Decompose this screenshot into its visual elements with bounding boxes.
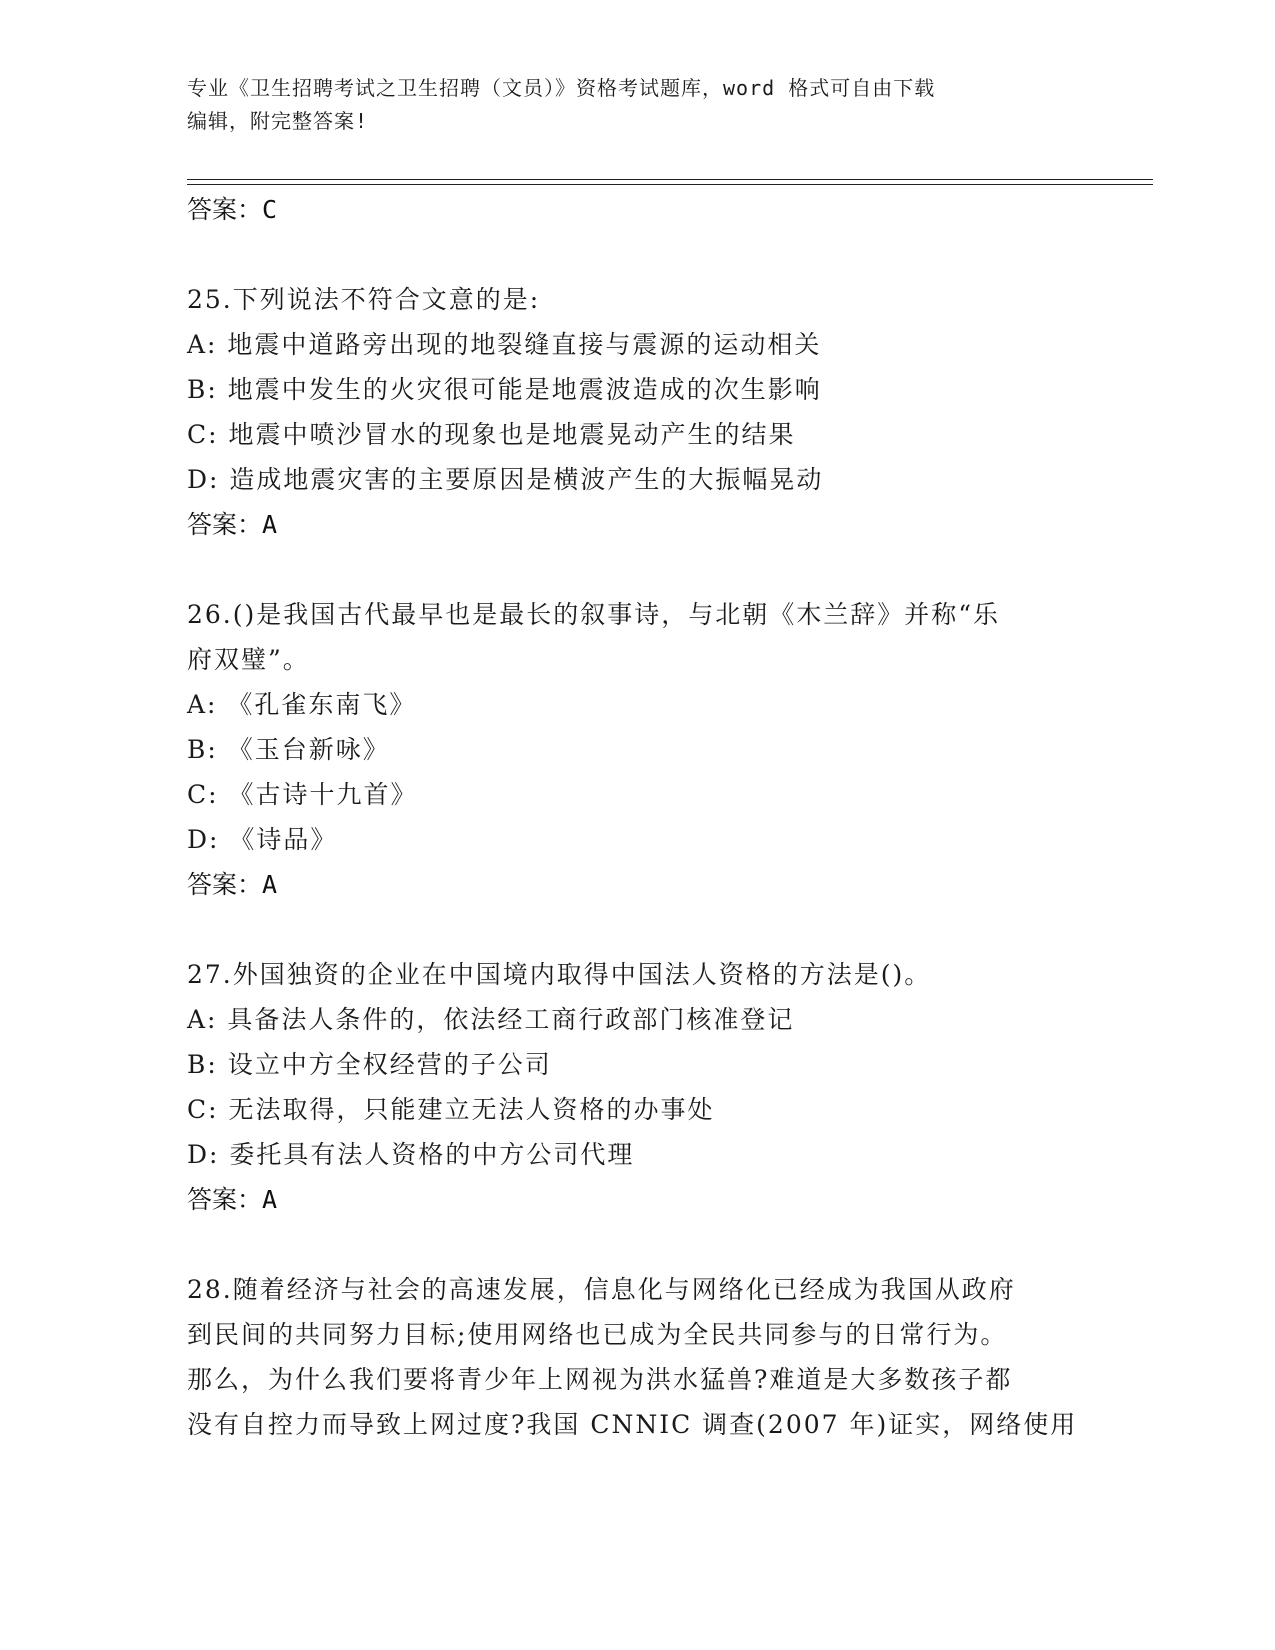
question-text: 28.随着经济与社会的高速发展，信息化与网络化已经成为我国从政府	[187, 1275, 1016, 1304]
question-text: 25.下列说法不符合文意的是:	[187, 285, 541, 314]
document-header	[187, 72, 1067, 138]
question-25	[187, 277, 1087, 547]
answer-line: 答案：A	[187, 1185, 278, 1214]
option-b: B: 《玉台新咏》	[187, 735, 390, 764]
header-divider-bottom	[187, 184, 1153, 185]
question-26	[187, 592, 1087, 907]
option-b: B: 地震中发生的火灾很可能是地震波造成的次生影响	[187, 375, 822, 404]
question-text: 27.外国独资的企业在中国境内取得中国法人资格的方法是()。	[187, 960, 932, 989]
question-text: 没有自控力而导致上网过度?我国 CNNIC 调查(2007 年)证实，网络使用	[187, 1410, 1078, 1439]
option-c: C: 无法取得，只能建立无法人资格的办事处	[187, 1095, 715, 1124]
option-a: A: 《孔雀东南飞》	[187, 690, 417, 719]
question-28	[187, 1267, 1087, 1447]
option-d: D: 造成地震灾害的主要原因是横波产生的大振幅晃动	[187, 465, 824, 494]
question-27	[187, 952, 1087, 1222]
option-b: B: 设立中方全权经营的子公司	[187, 1050, 552, 1079]
answer-line: 答案：C	[187, 195, 278, 224]
answer-line: 答案：A	[187, 510, 278, 539]
option-d: D: 委托具有法人资格的中方公司代理	[187, 1140, 635, 1169]
header-line-2: 编辑，附完整答案!	[187, 109, 369, 133]
question-text: 26.()是我国古代最早也是最长的叙事诗，与北朝《木兰辞》并称“乐	[187, 600, 1001, 629]
question-text: 到民间的共同努力目标;使用网络也已成为全民共同参与的日常行为。	[187, 1320, 1008, 1349]
option-c: C: 《古诗十九首》	[187, 780, 418, 809]
header-divider-top	[187, 179, 1153, 180]
option-a: A: 具备法人条件的，依法经工商行政部门核准登记	[187, 1005, 795, 1034]
question-text: 那么，为什么我们要将青少年上网视为洪水猛兽?难道是大多数孩子都	[187, 1365, 1013, 1394]
option-a: A: 地震中道路旁出现的地裂缝直接与震源的运动相关	[187, 330, 822, 359]
answer-line: 答案：A	[187, 870, 278, 899]
option-c: C: 地震中喷沙冒水的现象也是地震晃动产生的结果	[187, 420, 796, 449]
option-d: D: 《诗品》	[187, 825, 338, 854]
question-list	[187, 187, 1087, 1447]
header-line-1: 专业《卫生招聘考试之卫生招聘（文员）》资格考试题库，word 格式可自由下载	[187, 76, 936, 100]
question-text: 府双璧”。	[187, 645, 310, 674]
